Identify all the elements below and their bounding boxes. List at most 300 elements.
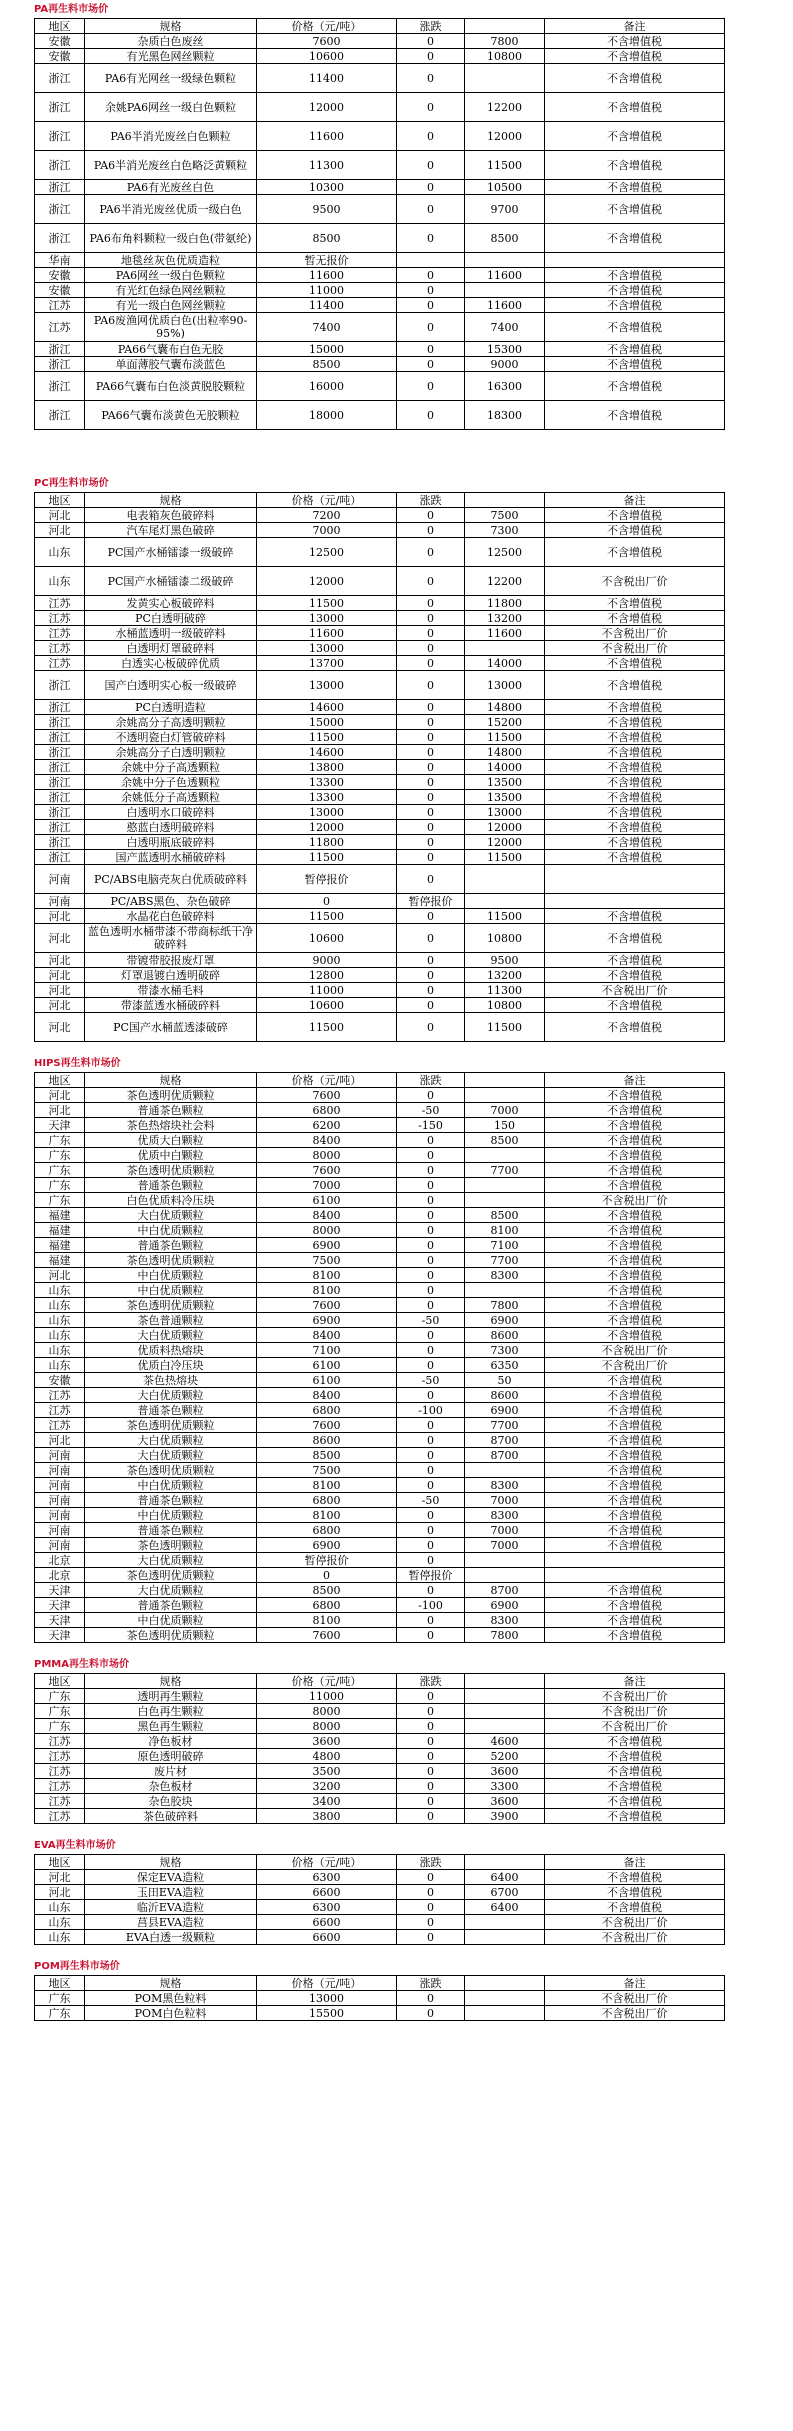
cell-upper: 18300 (465, 401, 545, 430)
cell-change: 0 (397, 1358, 465, 1373)
cell-change: 0 (397, 835, 465, 850)
cell-change: 0 (397, 760, 465, 775)
cell-spec: 普通茶色颗粒 (85, 1403, 257, 1418)
cell-price: 12000 (257, 567, 397, 596)
cell-price: 3600 (257, 1734, 397, 1749)
cell-upper: 7800 (465, 1298, 545, 1313)
cell-price: 13700 (257, 656, 397, 671)
cell-price: 0 (257, 1568, 397, 1583)
cell-spec: PA6有光网丝一级绿色颗粒 (85, 64, 257, 93)
header-region: 地区 (35, 1855, 85, 1870)
cell-note: 不含增值税 (545, 760, 725, 775)
cell-price: 6100 (257, 1358, 397, 1373)
cell-upper: 11300 (465, 983, 545, 998)
cell-note: 不含增值税 (545, 122, 725, 151)
cell-region: 山东 (35, 1283, 85, 1298)
table-row (35, 1568, 725, 1583)
cell-change: 0 (397, 1433, 465, 1448)
cell-note: 不含增值税 (545, 268, 725, 283)
section-title: HIPS再生料市场价 (34, 1058, 121, 1069)
cell-price: 7400 (257, 313, 397, 342)
cell-spec: 大白优质颗粒 (85, 1448, 257, 1463)
cell-spec: 莒县EVA造粒 (85, 1915, 257, 1930)
cell-region: 浙江 (35, 745, 85, 760)
cell-upper (465, 1193, 545, 1208)
cell-change: 0 (397, 508, 465, 523)
cell-change: 0 (397, 596, 465, 611)
cell-upper: 13500 (465, 775, 545, 790)
cell-price: 6600 (257, 1930, 397, 1945)
cell-spec: 茶色透明优质颗粒 (85, 1088, 257, 1103)
cell-change: 0 (397, 1508, 465, 1523)
cell-upper (465, 64, 545, 93)
table-row (35, 1689, 725, 1704)
cell-spec: 优质白冷压块 (85, 1358, 257, 1373)
cell-spec: PA6半消光废丝白色颗粒 (85, 122, 257, 151)
cell-note: 不含增值税 (545, 401, 725, 430)
cell-note: 不含税出厂价 (545, 1915, 725, 1930)
cell-price: 13000 (257, 641, 397, 656)
cell-upper (465, 1463, 545, 1478)
cell-spec: 水桶蓝透明一级破碎料 (85, 626, 257, 641)
cell-change: 0 (397, 850, 465, 865)
cell-price: 7200 (257, 508, 397, 523)
cell-change: 0 (397, 1900, 465, 1915)
cell-price: 11600 (257, 268, 397, 283)
cell-region: 浙江 (35, 372, 85, 401)
cell-note (545, 865, 725, 894)
header-note: 备注 (545, 1855, 725, 1870)
cell-upper: 11500 (465, 1013, 545, 1042)
cell-region: 浙江 (35, 195, 85, 224)
cell-note: 不含增值税 (545, 1163, 725, 1178)
cell-region: 山东 (35, 1930, 85, 1945)
table-row (35, 820, 725, 835)
table-row (35, 357, 725, 372)
table-row (35, 894, 725, 909)
cell-price: 4800 (257, 1749, 397, 1764)
cell-price: 8000 (257, 1148, 397, 1163)
cell-upper (465, 1719, 545, 1734)
table-row (35, 1704, 725, 1719)
cell-note: 不含增值税 (545, 1313, 725, 1328)
market-section (34, 1959, 724, 2021)
cell-upper: 11500 (465, 909, 545, 924)
price-table (34, 1072, 725, 1643)
table-row (35, 122, 725, 151)
cell-change: 0 (397, 538, 465, 567)
cell-price: 9500 (257, 195, 397, 224)
cell-note: 不含增值税 (545, 1900, 725, 1915)
cell-note: 不含增值税 (545, 1103, 725, 1118)
cell-price: 11300 (257, 151, 397, 180)
cell-region: 浙江 (35, 700, 85, 715)
table-row (35, 49, 725, 64)
table-row (35, 1223, 725, 1238)
cell-change: -100 (397, 1598, 465, 1613)
cell-price: 8100 (257, 1508, 397, 1523)
table-row (35, 790, 725, 805)
cell-price: 3200 (257, 1779, 397, 1794)
cell-spec: PA6布角料颗粒一级白色(带氨纶) (85, 224, 257, 253)
table-row (35, 924, 725, 953)
table-row (35, 596, 725, 611)
cell-change: 0 (397, 1238, 465, 1253)
cell-upper: 9700 (465, 195, 545, 224)
table-row (35, 508, 725, 523)
cell-price: 7100 (257, 1343, 397, 1358)
cell-spec: 茶色透明优质颗粒 (85, 1163, 257, 1178)
header-spec: 规格 (85, 493, 257, 508)
table-row (35, 1313, 725, 1328)
cell-note: 不含增值税 (545, 180, 725, 195)
cell-region: 江苏 (35, 641, 85, 656)
cell-spec: 白透明灯罩破碎料 (85, 641, 257, 656)
table-row (35, 1915, 725, 1930)
cell-spec: 余姚PA6网丝一级白色颗粒 (85, 93, 257, 122)
cell-upper (465, 865, 545, 894)
cell-price: 8400 (257, 1328, 397, 1343)
cell-note: 不含增值税 (545, 1885, 725, 1900)
cell-upper: 12000 (465, 122, 545, 151)
cell-spec: 普通茶色颗粒 (85, 1238, 257, 1253)
cell-upper: 15200 (465, 715, 545, 730)
table-row (35, 1508, 725, 1523)
cell-region: 浙江 (35, 730, 85, 745)
cell-region: 河南 (35, 1538, 85, 1553)
cell-change: 0 (397, 805, 465, 820)
cell-change: 0 (397, 122, 465, 151)
cell-spec: 中白优质颗粒 (85, 1223, 257, 1238)
cell-upper: 50 (465, 1373, 545, 1388)
cell-price: 11600 (257, 122, 397, 151)
cell-change (397, 253, 465, 268)
cell-spec: 大白优质颗粒 (85, 1583, 257, 1598)
cell-region: 浙江 (35, 790, 85, 805)
cell-spec: 茶色破碎料 (85, 1809, 257, 1824)
cell-region: 河北 (35, 998, 85, 1013)
cell-price: 10600 (257, 998, 397, 1013)
cell-price: 11500 (257, 596, 397, 611)
cell-note: 不含增值税 (545, 953, 725, 968)
cell-region: 浙江 (35, 342, 85, 357)
table-row (35, 760, 725, 775)
cell-region: 河北 (35, 909, 85, 924)
cell-region: 华南 (35, 253, 85, 268)
price-document (34, 2, 724, 2021)
cell-change: 0 (397, 1613, 465, 1628)
cell-price: 6900 (257, 1538, 397, 1553)
cell-note: 不含增值税 (545, 224, 725, 253)
cell-spec: 茶色透明优质颗粒 (85, 1253, 257, 1268)
cell-region: 天津 (35, 1598, 85, 1613)
cell-region: 安徽 (35, 34, 85, 49)
cell-region: 河南 (35, 894, 85, 909)
cell-price: 8100 (257, 1268, 397, 1283)
cell-spec: 茶色透明优质颗粒 (85, 1628, 257, 1643)
cell-spec: 中白优质颗粒 (85, 1613, 257, 1628)
cell-change: 0 (397, 1463, 465, 1478)
table-row (35, 700, 725, 715)
cell-region: 浙江 (35, 357, 85, 372)
cell-region: 山东 (35, 1328, 85, 1343)
table-row (35, 909, 725, 924)
cell-change: 0 (397, 730, 465, 745)
market-section (34, 2, 724, 430)
cell-spec: 大白优质颗粒 (85, 1328, 257, 1343)
cell-spec: 憨蓝白透明破碎料 (85, 820, 257, 835)
cell-change: 0 (397, 909, 465, 924)
header-region: 地区 (35, 493, 85, 508)
cell-region: 江苏 (35, 1779, 85, 1794)
cell-upper: 12200 (465, 567, 545, 596)
cell-region: 江苏 (35, 298, 85, 313)
cell-change: 0 (397, 523, 465, 538)
cell-change: 0 (397, 1628, 465, 1643)
cell-spec: 带镀带胶报废灯罩 (85, 953, 257, 968)
cell-upper: 9000 (465, 357, 545, 372)
cell-region: 安徽 (35, 268, 85, 283)
cell-price: 14600 (257, 745, 397, 760)
cell-upper (465, 1553, 545, 1568)
cell-price: 11000 (257, 1689, 397, 1704)
cell-upper: 12000 (465, 820, 545, 835)
cell-region: 河南 (35, 1448, 85, 1463)
cell-note (545, 1568, 725, 1583)
cell-change: -100 (397, 1403, 465, 1418)
cell-price: 暂停报价 (257, 1553, 397, 1568)
cell-note: 不含增值税 (545, 1223, 725, 1238)
header-blank (465, 19, 545, 34)
cell-spec: 临沂EVA造粒 (85, 1900, 257, 1915)
table-row (35, 195, 725, 224)
price-table (34, 1854, 725, 1945)
cell-price: 7500 (257, 1463, 397, 1478)
cell-upper (465, 641, 545, 656)
cell-change: 0 (397, 1223, 465, 1238)
cell-price: 6100 (257, 1193, 397, 1208)
cell-note: 不含增值税 (545, 596, 725, 611)
cell-spec: 普通茶色颗粒 (85, 1103, 257, 1118)
cell-note: 不含增值税 (545, 1764, 725, 1779)
cell-spec: EVA白透一级颗粒 (85, 1930, 257, 1945)
cell-upper: 10500 (465, 180, 545, 195)
header-change: 涨跌 (397, 1976, 465, 1991)
cell-note: 不含增值税 (545, 924, 725, 953)
cell-note: 不含增值税 (545, 1253, 725, 1268)
cell-region: 河北 (35, 1885, 85, 1900)
cell-change: 0 (397, 401, 465, 430)
cell-upper: 150 (465, 1118, 545, 1133)
cell-upper: 3600 (465, 1794, 545, 1809)
cell-region: 河北 (35, 1013, 85, 1042)
cell-note: 不含增值税 (545, 357, 725, 372)
cell-note: 不含增值税 (545, 313, 725, 342)
cell-spec: 普通茶色颗粒 (85, 1493, 257, 1508)
cell-spec: PC国产水桶镭漆一级破碎 (85, 538, 257, 567)
cell-note: 不含增值税 (545, 1208, 725, 1223)
cell-spec: 中白优质颗粒 (85, 1283, 257, 1298)
cell-upper: 13200 (465, 611, 545, 626)
table-row (35, 1613, 725, 1628)
market-section (34, 1838, 724, 1945)
cell-change: 0 (397, 1268, 465, 1283)
table-row (35, 1734, 725, 1749)
cell-spec: 发黄实心板破碎料 (85, 596, 257, 611)
cell-change: 0 (397, 313, 465, 342)
market-section (34, 1056, 724, 1643)
cell-price: 10600 (257, 924, 397, 953)
table-row (35, 298, 725, 313)
cell-region: 福建 (35, 1223, 85, 1238)
cell-upper: 8700 (465, 1433, 545, 1448)
header-region: 地区 (35, 19, 85, 34)
cell-spec: 余姚中分子色透颗粒 (85, 775, 257, 790)
cell-region: 山东 (35, 1900, 85, 1915)
cell-note: 不含税出厂价 (545, 2006, 725, 2021)
cell-price: 11400 (257, 298, 397, 313)
cell-note: 不含增值税 (545, 523, 725, 538)
cell-spec: POM白色粒料 (85, 2006, 257, 2021)
cell-price: 11400 (257, 64, 397, 93)
cell-change: 0 (397, 983, 465, 998)
cell-change: 0 (397, 1915, 465, 1930)
cell-spec: 杂色板材 (85, 1779, 257, 1794)
cell-price: 6900 (257, 1238, 397, 1253)
cell-region: 河北 (35, 953, 85, 968)
cell-upper: 8300 (465, 1478, 545, 1493)
cell-spec: 中白优质颗粒 (85, 1508, 257, 1523)
header-blank (465, 1855, 545, 1870)
table-row (35, 1991, 725, 2006)
cell-region: 河北 (35, 968, 85, 983)
table-row (35, 835, 725, 850)
cell-price: 6800 (257, 1598, 397, 1613)
cell-change: 0 (397, 1418, 465, 1433)
cell-spec: PA6半消光废丝白色略泛黄颗粒 (85, 151, 257, 180)
cell-region: 天津 (35, 1613, 85, 1628)
cell-spec: 有光红色绿色网丝颗粒 (85, 283, 257, 298)
cell-price: 11600 (257, 626, 397, 641)
cell-note: 不含增值税 (545, 1283, 725, 1298)
cell-spec: 白透明水口破碎料 (85, 805, 257, 820)
cell-upper: 13000 (465, 671, 545, 700)
cell-region: 河北 (35, 523, 85, 538)
cell-note: 不含增值税 (545, 298, 725, 313)
cell-region: 河南 (35, 1508, 85, 1523)
cell-change: 0 (397, 1253, 465, 1268)
cell-spec: 茶色透明颗粒 (85, 1538, 257, 1553)
header-change: 涨跌 (397, 493, 465, 508)
cell-change: 0 (397, 1163, 465, 1178)
cell-upper: 8300 (465, 1613, 545, 1628)
cell-note: 不含增值税 (545, 372, 725, 401)
cell-spec: 带漆蓝透水桶破碎料 (85, 998, 257, 1013)
cell-price: 6200 (257, 1118, 397, 1133)
cell-spec: 余姚高分子高透明颗粒 (85, 715, 257, 730)
cell-region: 江苏 (35, 611, 85, 626)
cell-spec: 有光一级白色网丝颗粒 (85, 298, 257, 313)
table-row (35, 1328, 725, 1343)
cell-note: 不含增值税 (545, 1133, 725, 1148)
cell-change: 暂停报价 (397, 894, 465, 909)
cell-upper: 7800 (465, 1628, 545, 1643)
table-row (35, 1598, 725, 1613)
cell-price: 12000 (257, 820, 397, 835)
cell-upper (465, 1148, 545, 1163)
cell-upper: 8700 (465, 1448, 545, 1463)
table-row (35, 1088, 725, 1103)
cell-price: 7600 (257, 1163, 397, 1178)
cell-upper (465, 253, 545, 268)
cell-region: 广东 (35, 1704, 85, 1719)
cell-price: 13300 (257, 775, 397, 790)
table-row (35, 1493, 725, 1508)
cell-region: 福建 (35, 1238, 85, 1253)
cell-spec: 黑色再生颗粒 (85, 1719, 257, 1734)
cell-change: 0 (397, 1538, 465, 1553)
header-note: 备注 (545, 1976, 725, 1991)
cell-upper (465, 1704, 545, 1719)
table-row (35, 1103, 725, 1118)
section-title: POM再生料市场价 (34, 1961, 120, 1972)
table-row (35, 1463, 725, 1478)
table-row (35, 1448, 725, 1463)
header-region: 地区 (35, 1976, 85, 1991)
cell-upper: 14000 (465, 760, 545, 775)
cell-spec: 茶色透明优质颗粒 (85, 1463, 257, 1478)
cell-region: 河南 (35, 1463, 85, 1478)
cell-price: 3800 (257, 1809, 397, 1824)
table-row (35, 151, 725, 180)
cell-spec: 余姚高分子白透明颗粒 (85, 745, 257, 760)
cell-change: 0 (397, 1704, 465, 1719)
cell-note (545, 253, 725, 268)
table-row (35, 283, 725, 298)
cell-upper: 11800 (465, 596, 545, 611)
cell-change: 0 (397, 64, 465, 93)
table-row (35, 523, 725, 538)
cell-price: 12000 (257, 93, 397, 122)
cell-change: 0 (397, 790, 465, 805)
cell-note: 不含税出厂价 (545, 1991, 725, 2006)
cell-change: 0 (397, 1133, 465, 1148)
cell-price: 7600 (257, 1628, 397, 1643)
table-row (35, 641, 725, 656)
cell-change: 0 (397, 775, 465, 790)
cell-spec: 带漆水桶毛料 (85, 983, 257, 998)
header-price: 价格（元/吨） (257, 493, 397, 508)
cell-spec: PA66气囊布白色无胶 (85, 342, 257, 357)
header-spec: 规格 (85, 1674, 257, 1689)
table-row (35, 1388, 725, 1403)
table-row (35, 34, 725, 49)
cell-note: 不含增值税 (545, 1238, 725, 1253)
cell-note: 不含增值税 (545, 1809, 725, 1824)
cell-note: 不含增值税 (545, 1493, 725, 1508)
cell-region: 山东 (35, 1358, 85, 1373)
cell-upper: 7000 (465, 1523, 545, 1538)
cell-spec: 茶色热熔块 (85, 1373, 257, 1388)
cell-note: 不含增值税 (545, 1388, 725, 1403)
table-row (35, 313, 725, 342)
price-table (34, 1975, 725, 2021)
cell-spec: PC白透明破碎 (85, 611, 257, 626)
cell-note: 不含增值税 (545, 1148, 725, 1163)
cell-change: -150 (397, 1118, 465, 1133)
cell-upper: 6350 (465, 1358, 545, 1373)
cell-price: 6800 (257, 1103, 397, 1118)
